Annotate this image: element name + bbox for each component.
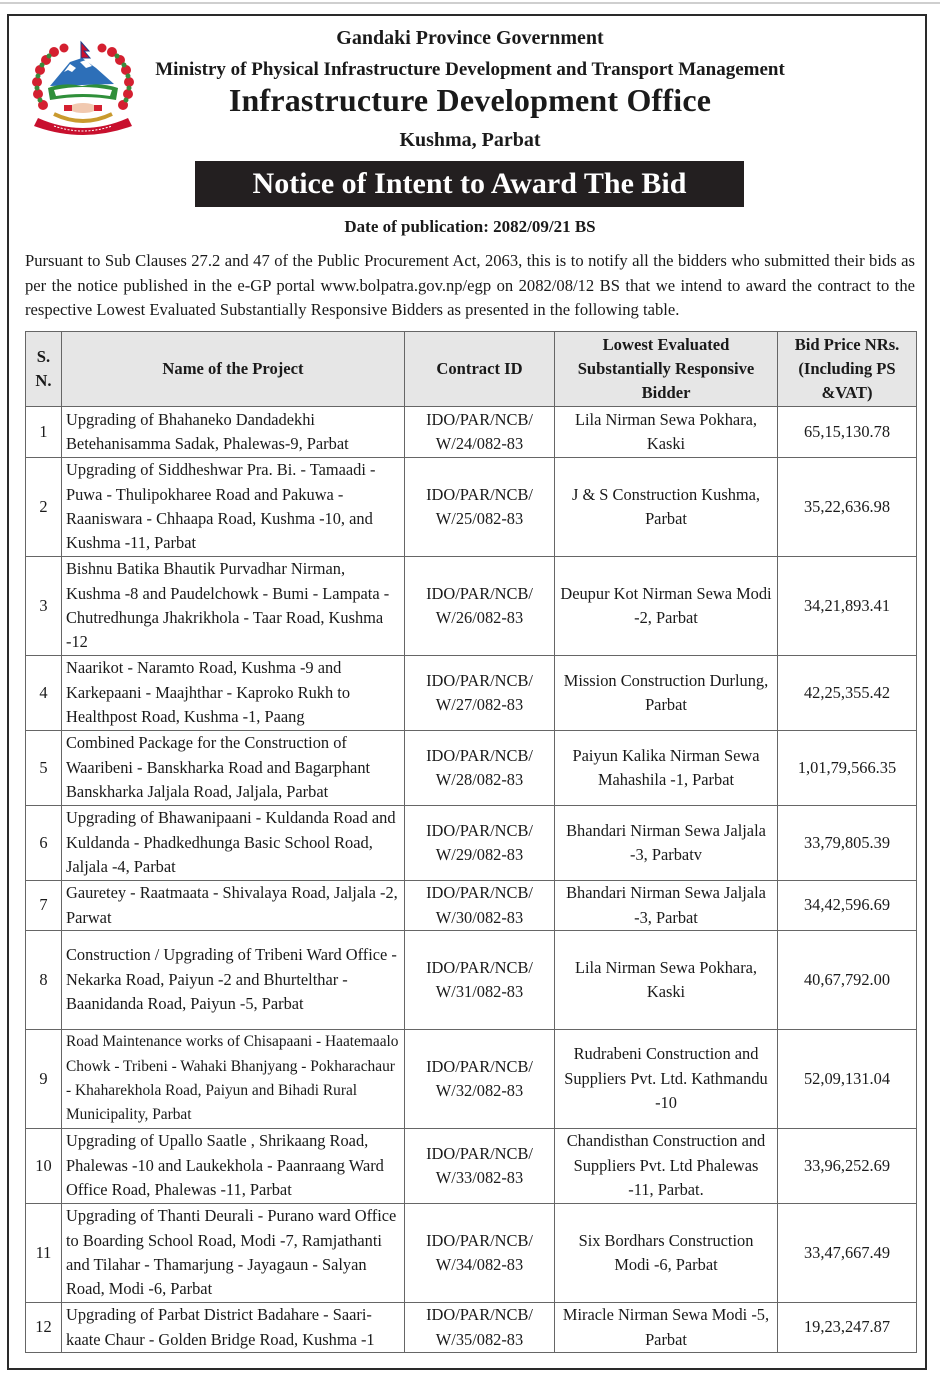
- row-price: 35,22,636.98: [778, 458, 917, 557]
- row-contract-id: IDO/PAR/NCB/ W/29/082-83: [405, 806, 555, 881]
- row-price: 1,01,79,566.35: [778, 731, 917, 806]
- row-bidder: Bhandari Nirman Sewa Jaljala -3, Parbat: [555, 881, 778, 931]
- header-bidder: Lowest Evaluated Substantially Responsive Bidder: [555, 332, 778, 407]
- row-sn: 7: [26, 881, 62, 931]
- row-contract-id: IDO/PAR/NCB/ W/30/082-83: [405, 881, 555, 931]
- row-project: Upgrading of Siddheshwar Pra. Bi. - Tamaadi - Puwa - Thulipokharee Road and Pakuwa - Raaniswara - Chhaapa Road, Kushma -10, and Kushma -11, Parbat: [62, 458, 405, 557]
- header-price: Bid Price NRs. (Including PS &VAT): [778, 332, 917, 407]
- table-row: [26, 931, 917, 1030]
- table-row: [26, 557, 917, 656]
- table-row: [26, 458, 917, 557]
- notice-title: Notice of Intent to Award The Bid: [252, 167, 687, 200]
- row-sn: 3: [26, 557, 62, 656]
- row-bidder: Bhandari Nirman Sewa Jaljala -3, Parbatv: [555, 806, 778, 881]
- row-price: 34,21,893.41: [778, 557, 917, 656]
- row-price: 40,67,792.00: [778, 931, 917, 1030]
- row-project: Naarikot - Naramto Road, Kushma -9 and Karkepaani - Maajhthar - Kaproko Rukh to Healthpost Road, Kushma -1, Paang: [62, 656, 405, 731]
- row-project: Combined Package for the Construction of Waaribeni - Banskharka Road and Bagarphant Banskharka Jaljala Road, Jaljala, Parbat: [62, 731, 405, 806]
- office-name: Infrastructure Development Office: [228, 82, 712, 118]
- row-sn: 9: [26, 1030, 62, 1129]
- row-project: Upgrading of Upallo Saatle , Shrikaang Road, Phalewas -10 and Laukekhola - Paanraang Ward Office Road, Phalewas -11, Parbat: [62, 1129, 405, 1204]
- table-row: [26, 656, 917, 731]
- row-project: Construction / Upgrading of Tribeni Ward Office - Nekarka Road, Paiyun -2 and Bhurtelthar - Baanidanda Road, Paiyun -5, Parbat: [62, 931, 405, 1030]
- row-sn: 8: [26, 931, 62, 1030]
- table-row: [26, 881, 917, 931]
- table-row: [26, 1303, 917, 1353]
- publication-date: Date of publication: 2082/09/21 BS: [344, 217, 596, 236]
- row-contract-id: IDO/PAR/NCB/ W/31/082-83: [405, 931, 555, 1030]
- row-sn: 5: [26, 731, 62, 806]
- table-row: [26, 1129, 917, 1204]
- header-project: Name of the Project: [62, 332, 405, 407]
- row-project: Bishnu Batika Bhautik Purvadhar Nirman, Kushma -8 and Paudelchowk - Bumi - Lampata - Chutredhunga Jhakrikhola - Taar Road, Kushma -12: [62, 557, 405, 656]
- row-project: Upgrading of Parbat District Badahare - Saari-kaate Chaur - Golden Bridge Road, Kushma -1: [62, 1303, 405, 1353]
- government-name: Gandaki Province Government: [336, 27, 604, 49]
- row-price: 33,47,667.49: [778, 1204, 917, 1303]
- row-project: Upgrading of Bhahaneko Dandadekhi Betehanisamma Sadak, Phalewas-9, Parbat: [62, 407, 405, 458]
- row-contract-id: IDO/PAR/NCB/ W/27/082-83: [405, 656, 555, 731]
- row-contract-id: IDO/PAR/NCB/ W/26/082-83: [405, 557, 555, 656]
- row-bidder: Deupur Kot Nirman Sewa Modi -2, Parbat: [555, 557, 778, 656]
- table-row: [26, 1204, 917, 1303]
- row-price: 42,25,355.42: [778, 656, 917, 731]
- row-price: 52,09,131.04: [778, 1030, 917, 1129]
- table-row: [26, 407, 917, 458]
- row-bidder: Miracle Nirman Sewa Modi -5, Parbat: [555, 1303, 778, 1353]
- notice-title-banner: [195, 161, 744, 207]
- row-project: Upgrading of Thanti Deurali - Purano ward Office to Boarding School Road, Modi -7, Ramjathanti and Tilahar - Thamarjung - Jayagaun - Salyan Road, Modi -6, Parbat: [62, 1204, 405, 1303]
- row-bidder: Paiyun Kalika Nirman Sewa Mahashila -1, Parbat: [555, 731, 778, 806]
- row-contract-id: IDO/PAR/NCB/ W/32/082-83: [405, 1030, 555, 1129]
- header-sn: [26, 332, 62, 407]
- row-bidder: Lila Nirman Sewa Pokhara, Kaski: [555, 407, 778, 458]
- row-bidder: Rudrabeni Construction and Suppliers Pvt. Ltd. Kathmandu -10: [555, 1030, 778, 1129]
- row-sn: 6: [26, 806, 62, 881]
- top-divider: [0, 2, 940, 4]
- row-bidder: Chandisthan Construction and Suppliers Pvt. Ltd Phalewas -11, Parbat.: [555, 1129, 778, 1204]
- row-contract-id: IDO/PAR/NCB/ W/25/082-83: [405, 458, 555, 557]
- header-sn-label: S. N.: [35, 347, 52, 390]
- table-header-row: [26, 332, 917, 407]
- row-bidder: Lila Nirman Sewa Pokhara, Kaski: [555, 931, 778, 1030]
- ministry-name: Ministry of Physical Infrastructure Development and Transport Management: [155, 59, 785, 80]
- row-contract-id: IDO/PAR/NCB/ W/33/082-83: [405, 1129, 555, 1204]
- table-row: [26, 806, 917, 881]
- row-bidder: J & S Construction Kushma, Parbat: [555, 458, 778, 557]
- row-sn: 10: [26, 1129, 62, 1204]
- row-contract-id: IDO/PAR/NCB/ W/35/082-83: [405, 1303, 555, 1353]
- bid-award-table: [25, 331, 917, 1353]
- row-sn: 2: [26, 458, 62, 557]
- row-price: 33,79,805.39: [778, 806, 917, 881]
- row-bidder: Six Bordhars Construction Modi -6, Parbat: [555, 1204, 778, 1303]
- row-sn: 11: [26, 1204, 62, 1303]
- row-sn: 4: [26, 656, 62, 731]
- row-contract-id: IDO/PAR/NCB/ W/28/082-83: [405, 731, 555, 806]
- table-row: [26, 1030, 917, 1129]
- row-price: 34,42,596.69: [778, 881, 917, 931]
- row-sn: 1: [26, 407, 62, 458]
- header-contract-id: Contract ID: [405, 332, 555, 407]
- row-price: 33,96,252.69: [778, 1129, 917, 1204]
- row-project: Upgrading of Bhawanipaani - Kuldanda Road and Kuldanda - Phadkedhunga Basic School Road, Jaljala -4, Parbat: [62, 806, 405, 881]
- intro-paragraph: Pursuant to Sub Clauses 27.2 and 47 of the Public Procurement Act, 2063, this is to notify all the bidders who submitted their bids as per the notice published in the e-GP portal www.bolpatra.gov.np/egp on 2082/08/12 BS that we intend to award the contract to the respective Lowest Evaluated Substantially Responsive Bidders as presented in the following table.: [25, 251, 915, 320]
- row-project: Gauretey - Raatmaata - Shivalaya Road, Jaljala -2, Parwat: [62, 881, 405, 931]
- row-sn: 12: [26, 1303, 62, 1353]
- row-contract-id: IDO/PAR/NCB/ W/24/082-83: [405, 407, 555, 458]
- row-contract-id: IDO/PAR/NCB/ W/34/082-83: [405, 1204, 555, 1303]
- row-project: Road Maintenance works of Chisapaani - Haatemaalo Chowk - Tribeni - Wahaki Bhanjyang - Pokharachaur - Khaharekhola Road, Paiyun and Bihadi Rural Municipality, Parbat: [62, 1030, 405, 1129]
- row-price: 65,15,130.78: [778, 407, 917, 458]
- office-location: Kushma, Parbat: [399, 129, 541, 151]
- row-bidder: Mission Construction Durlung, Parbat: [555, 656, 778, 731]
- table-row: [26, 731, 917, 806]
- row-price: 19,23,247.87: [778, 1303, 917, 1353]
